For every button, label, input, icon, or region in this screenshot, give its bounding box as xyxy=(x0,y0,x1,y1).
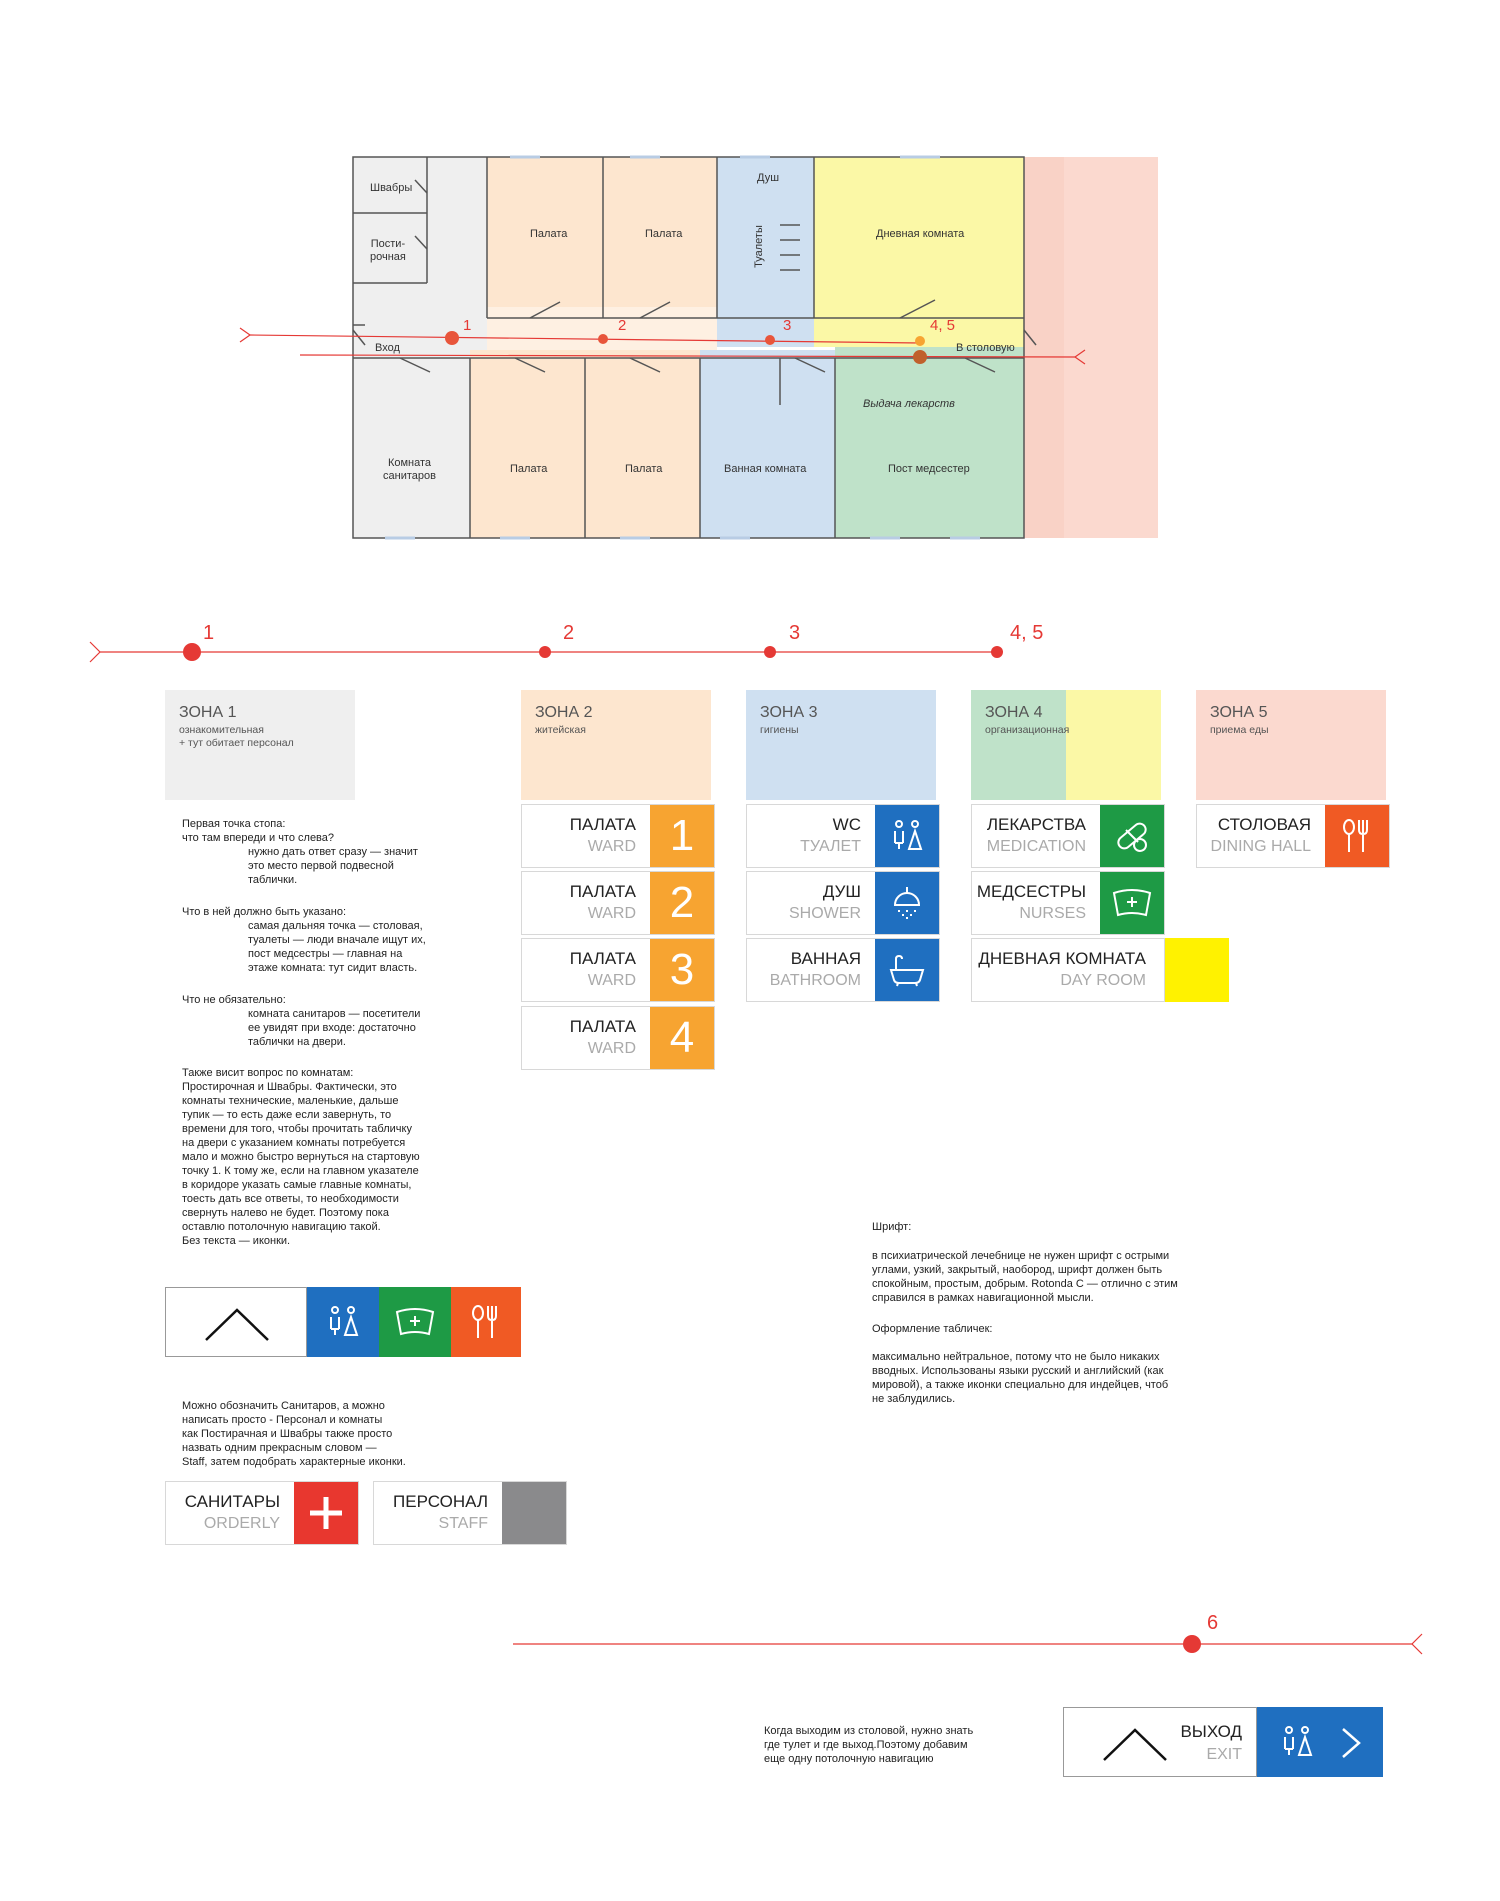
bathtub-icon xyxy=(875,939,939,1001)
ceiling-sign-icons xyxy=(165,1287,521,1357)
nurse-cap-icon xyxy=(379,1287,451,1357)
sign-ru: ПАЛАТА xyxy=(569,815,636,834)
shower-icon xyxy=(875,872,939,934)
note-first-stop-a: нужно дать ответ сразу — значит это место первой подвесной таблички. xyxy=(248,846,418,886)
timeline-route xyxy=(0,610,1500,670)
sign-en: ORDERLY xyxy=(203,1515,280,1532)
sign-ru: САНИТАРЫ xyxy=(184,1492,280,1511)
exit-en: EXIT xyxy=(1206,1746,1242,1763)
ward-number-box xyxy=(650,1007,714,1069)
fork-spoon-icon xyxy=(1325,805,1389,867)
sign-ru: WC xyxy=(832,815,861,834)
sign-ward-2 xyxy=(521,871,715,935)
floor-plan xyxy=(0,0,1500,560)
yellow-square xyxy=(1165,938,1229,1002)
exit-sign xyxy=(1063,1707,1383,1777)
sign-ward-4 xyxy=(521,1006,715,1070)
room-dnevnaya: Дневная комната xyxy=(876,228,965,240)
sign-orderly xyxy=(165,1481,359,1545)
sign-en: WARD xyxy=(587,838,636,855)
zone-subtitle: организационная xyxy=(985,724,1070,736)
note-exit: Когда выходим из столовой, нужно знать где тулет и где выход.Поэтому добавим еще одну потолочную навигацию xyxy=(764,1725,974,1765)
ward-number: 2 xyxy=(669,878,695,927)
sign-en: STAFF xyxy=(438,1515,488,1532)
zone-1 xyxy=(165,690,355,800)
room-post: Пост медсестер xyxy=(888,463,970,475)
ward-number: 4 xyxy=(669,1013,695,1062)
note-contents-a: самая дальняя точка — столовая, туалеты — люди вначале ищут их, пост медсестры — главная на этаже комната: тут сидит власть. xyxy=(248,920,426,974)
zone-title: ЗОНА 4 xyxy=(985,704,1043,721)
sign-ru: МЕДСЕСТРЫ xyxy=(976,882,1086,901)
room-postirochnaya: Пости- рочная xyxy=(370,238,406,263)
sign-dining xyxy=(1196,804,1390,868)
note-optional-a: комната санитаров — посетители ее увидят при входе: достаточно таблички на двери. xyxy=(248,1008,421,1048)
note-font-title: Шрифт: xyxy=(872,1221,912,1233)
zone-subtitle: приема еды xyxy=(1210,724,1269,736)
timeline-point-45: 4, 5 xyxy=(1010,622,1044,644)
plan-point-45: 4, 5 xyxy=(930,317,956,334)
zone-subtitle: ознакомительная + тут обитает персонал xyxy=(179,724,294,749)
timeline-point-3: 3 xyxy=(789,622,801,644)
room-shvabry: Швабры xyxy=(370,182,413,194)
zone-title: ЗОНА 3 xyxy=(760,704,818,721)
roof-arrow-box xyxy=(165,1287,307,1357)
sign-en: DINING HALL xyxy=(1210,838,1311,855)
note-design-body: максимально нейтральное, потому что не было никаких вводных. Использованы языки русский и английский (как мировой), а также иконки специально для индейцев, чтоб не заблудились. xyxy=(872,1351,1169,1405)
room-tualety: Туалеты xyxy=(752,225,765,268)
timeline-point-1: 1 xyxy=(203,622,215,644)
sign-ru: ПАЛАТА xyxy=(569,949,636,968)
sign-ru: СТОЛОВАЯ xyxy=(1217,815,1311,834)
note-contents-q: Что в ней должно быть указано: xyxy=(182,906,347,918)
sign-ru: ДНЕВНАЯ КОМНАТА xyxy=(978,949,1146,968)
room-komnata-sanitarov: Комната санитаров xyxy=(383,457,436,482)
zone-title: ЗОНА 5 xyxy=(1210,704,1268,721)
floor-plan-svg xyxy=(0,0,1500,560)
sign-staff xyxy=(373,1481,567,1545)
zone-4 xyxy=(971,690,1161,800)
note-rooms-question: Также висит вопрос по комнатам: Простирочная и Швабры. Фактически, это комнаты технические, маленькие, дальше тупик — то есть даже если завернуть, то времени для того, чтобы прочитать табличку на двери с указанием комнаты потребуется мало и можно быстро вернуться на стартовую точку 1. К тому же, если на главном указателе в коридоре указать самые главные комнаты, тоесть дать все ответы, то необходимости свернуть налево не будет. Поэтому пока оставлю потолочную навигацию такой. Без текста — иконки. xyxy=(182,1067,420,1247)
exit-ru: ВЫХОД xyxy=(1180,1722,1242,1741)
zone-title: ЗОНА 2 xyxy=(535,704,593,721)
sign-en: SHOWER xyxy=(789,905,861,922)
zone-title: ЗОНА 1 xyxy=(179,704,237,721)
exit-text-box xyxy=(1063,1707,1257,1777)
nurse-cap-icon xyxy=(1100,872,1164,934)
ward-number-box xyxy=(650,939,714,1001)
note-font-body: в психиатрической лечебнице не нужен шрифт с острыми углами, узкий, закрытый, наобород, шрифт должен быть спокойным, простым, добрым. Rotonda C — отлично с этим справился в рамках навигационной мысли. xyxy=(872,1250,1178,1304)
sign-en: ТУАЛЕТ xyxy=(800,838,861,855)
room-palata-3: Палата xyxy=(510,463,548,475)
note-optional-q: Что не обязательно: xyxy=(182,994,286,1006)
sign-ru: ВАННАЯ xyxy=(790,949,861,968)
plan-point-1: 1 xyxy=(463,317,472,334)
timeline-point-2: 2 xyxy=(563,622,575,644)
sign-en: WARD xyxy=(587,972,636,989)
sign-ru: ПАЛАТА xyxy=(569,882,636,901)
sign-en: BATHROOM xyxy=(769,972,861,989)
sign-bathroom xyxy=(746,938,940,1002)
route-6 xyxy=(0,1600,1500,1670)
sign-medication xyxy=(971,804,1165,868)
sign-ru: ДУШ xyxy=(822,882,861,901)
zone-2 xyxy=(521,690,711,800)
room-dush: Душ xyxy=(757,172,780,184)
sign-ward-3 xyxy=(521,938,715,1002)
sign-ru: ЛЕКАРСТВА xyxy=(986,815,1086,834)
sign-ward-1 xyxy=(521,804,715,868)
label-vydacha: Выдача лекарств xyxy=(863,398,955,410)
zone-subtitle: житейская xyxy=(535,724,586,736)
ward-number-box xyxy=(650,805,714,867)
note-staff: Можно обозначить Санитаров, а можно написать просто - Персонал и комнаты как Постирачная и Швабры также просто назвать одним прекрасным словом — Staff, затем подобрать характерные иконки. xyxy=(182,1400,406,1468)
chevron-right-icon xyxy=(1337,1725,1365,1761)
zone-5 xyxy=(1196,690,1386,800)
up-arrow-icon xyxy=(1100,1726,1170,1764)
label-v-stolovuyu: В столовую xyxy=(956,342,1015,354)
toilet-icon xyxy=(1277,1722,1317,1762)
sign-wc xyxy=(746,804,940,868)
label-vhod: Вход xyxy=(375,342,400,354)
room-vannaya: Ванная комната xyxy=(724,463,807,475)
zone-3 xyxy=(746,690,936,800)
fork-spoon-icon xyxy=(451,1287,521,1357)
sign-en: DAY ROOM xyxy=(1060,972,1146,989)
sign-en: WARD xyxy=(587,1040,636,1057)
ward-number: 1 xyxy=(669,811,695,860)
sign-en: NURSES xyxy=(1019,905,1086,922)
zone-subtitle: гигиены xyxy=(760,724,799,736)
room-palata-4: Палата xyxy=(625,463,663,475)
plus-icon xyxy=(294,1482,358,1544)
pill-icon xyxy=(1100,805,1164,867)
sign-dayroom xyxy=(971,938,1165,1002)
sign-en: WARD xyxy=(587,905,636,922)
exit-icon-box xyxy=(1257,1707,1383,1777)
route-point-6: 6 xyxy=(1207,1612,1219,1634)
ward-number: 3 xyxy=(669,945,695,994)
toilet-icon xyxy=(875,805,939,867)
gray-square xyxy=(502,1482,566,1544)
room-palata-1: Палата xyxy=(530,228,568,240)
toilet-icon xyxy=(307,1287,379,1357)
plan-point-2: 2 xyxy=(618,317,627,334)
sign-shower xyxy=(746,871,940,935)
sign-en: MEDICATION xyxy=(986,838,1086,855)
note-design-title: Оформление табличек: xyxy=(872,1323,993,1335)
sign-nurses xyxy=(971,871,1165,935)
sign-ru: ПАЛАТА xyxy=(569,1017,636,1036)
ward-number-box xyxy=(650,872,714,934)
up-arrow-icon xyxy=(166,1288,308,1358)
room-palata-2: Палата xyxy=(645,228,683,240)
plan-point-3: 3 xyxy=(783,317,792,334)
sign-ru: ПЕРСОНАЛ xyxy=(393,1492,488,1511)
note-first-stop-q: Первая точка стопа: что там впереди и что слева? xyxy=(182,818,335,844)
